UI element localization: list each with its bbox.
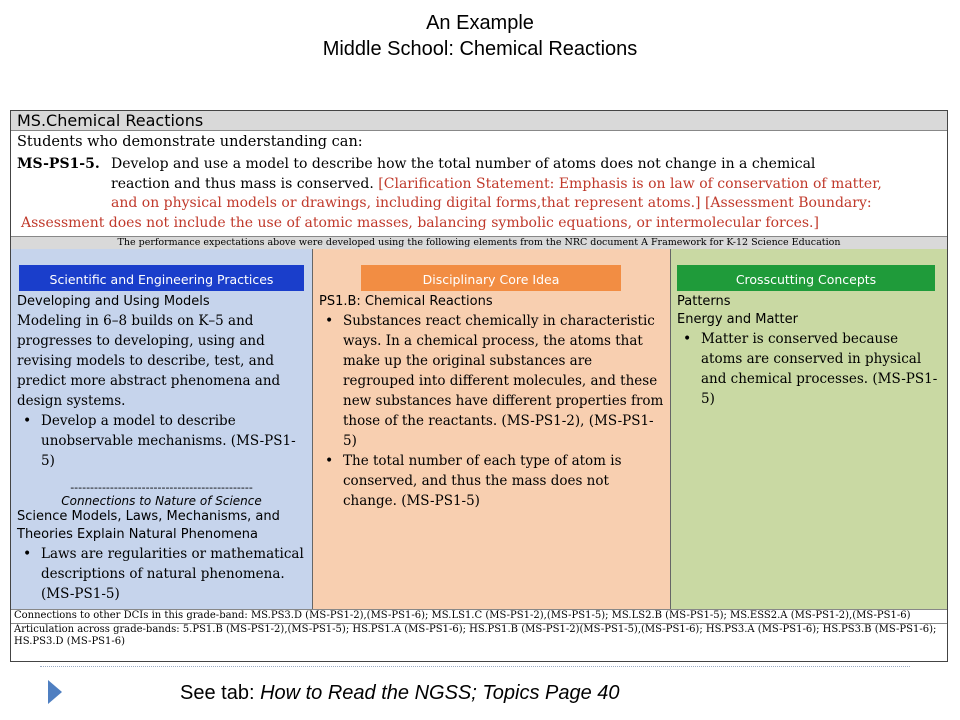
dci-header: Disciplinary Core Idea [361,265,621,291]
sep-bullet-1: • Develop a model to describe unobservable mechanisms. (MS-PS1-5) [41,411,306,471]
ccc-bullet-1: • Matter is conserved because atoms are conserved in physical and chemical processes. (MS-PS1-5) [701,329,941,409]
slide-title-line2: Middle School: Chemical Reactions [322,38,638,60]
ccc-subhead-energy: Energy and Matter [677,312,798,327]
nos-connection-title: Connections to Nature of Science [61,494,262,508]
slide-title-line1: An Example [426,12,534,34]
ccc-subhead-patterns: Patterns [677,294,731,309]
framework-note: The performance expectations above were developed using the following elements from the NRC document A Framework for K-12 Science Education [11,236,947,250]
clarification-line2: and on physical models or drawings, including digital forms,that represent atoms.] [Assessment Boundary: [111,195,872,211]
footer-note [180,680,620,706]
dci-bullet-2: • The total number of each type of atom is conserved, and thus the mass does not change. (MS-PS1-5) [343,451,664,511]
dci-column [313,249,671,609]
ccc-header: Crosscutting Concepts [677,265,935,291]
articulation: Articulation across grade-bands: 5.PS1.B (MS-PS1-2),(MS-PS1-5); HS.PS1.A (MS-PS1-6); HS.PS1.B (MS-PS1-2)(MS-PS1-5),(MS-PS1-6); HS.PS3.A (MS-PS1-6); HS.PS3.B (MS-PS1-6); HS.PS3.D (MS-PS1-6) [11,623,947,661]
performance-expectation [17,155,937,233]
clarification-statement: [Clarification Statement: Emphasis is on law of conservation of matter, [378,175,882,192]
nos-subhead: Science Models, Laws, Mechanisms, and Theories Explain Natural Phenomena [17,509,280,542]
sep-paragraph: Modeling in 6–8 builds on K–5 and progresses to developing, using and revising models to describe, test, and predict more abstract phenomena and design systems. [17,313,281,409]
assessment-boundary: Assessment does not include the use of atomic masses, balancing symbolic equations, or intermolecular forces.] [21,214,819,231]
pe-line1: Develop and use a model to describe how the total number of atoms does not change in a chemical [111,156,816,172]
standard-document [10,110,948,662]
sep-subhead: Developing and Using Models [17,294,210,309]
sep-header: Scientific and Engineering Practices [19,265,304,291]
pe-line2: reaction and thus mass is conserved. [111,175,374,192]
divider-line [40,666,910,667]
footer-reference: How to Read the NGSS; Topics Page 40 [260,682,620,704]
footer-prefix: See tab: [180,682,261,704]
dci-bullet-1: • Substances react chemically in characteristic ways. In a chemical process, the atoms that make up the original substances are regrouped into different molecules, and these new substances have different properties from those of the reactants. (MS-PS1-2), (MS-PS1-5) [343,311,664,451]
dci-connections: Connections to other DCIs in this grade-band: MS.PS3.D (MS-PS1-2),(MS-PS1-6); MS.LS1.C (MS-PS1-2),(MS-PS1-5); MS.LS2.B (MS-PS1-5); MS.ESS2.A (MS-PS1-2),(MS-PS1-6) [11,609,947,623]
arrow-bullet-icon [48,680,62,704]
ccc-column [671,249,947,609]
sep-bullet-2: • Laws are regularities or mathematical descriptions of natural phenomena. (MS-PS1-5) [41,544,306,604]
standard-header: MS.Chemical Reactions [11,111,947,131]
divider-dashes: ---------------------------------------------- [70,481,253,494]
pe-code: MS-PS1-5. [17,156,100,172]
dci-subhead: PS1.B: Chemical Reactions [319,294,493,309]
sep-column [11,249,313,609]
students-can-text: Students who demonstrate understanding can: [17,134,363,150]
